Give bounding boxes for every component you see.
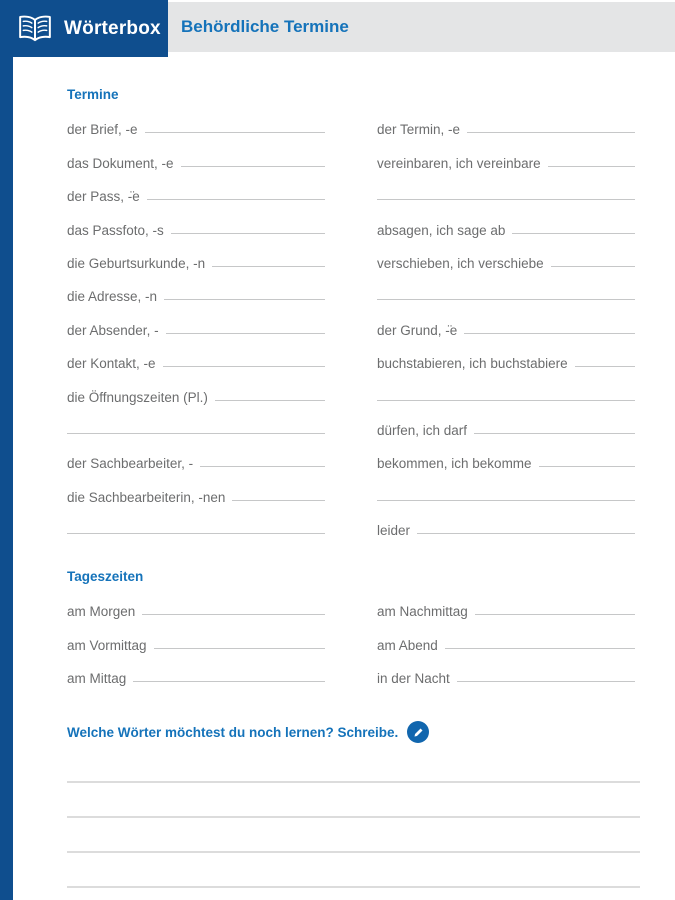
vocab-label: in der Nacht: [377, 671, 450, 687]
vocab-entry: [377, 372, 635, 405]
vocab-entry: [377, 587, 635, 620]
vocab-label: der Sachbearbeiter, -: [67, 456, 194, 472]
fill-in-line[interactable]: [512, 233, 635, 234]
fill-in-line[interactable]: [467, 132, 635, 133]
vocab-entry: [67, 439, 325, 472]
vocab-entry: [67, 620, 325, 653]
brand-name: Wörterbox: [64, 17, 161, 39]
vocab-entry: [67, 105, 325, 138]
fill-in-line[interactable]: [548, 166, 635, 167]
vocab-label: am Abend: [377, 637, 438, 653]
fill-in-line[interactable]: [377, 199, 635, 200]
vocab-entry: [377, 172, 635, 205]
vocab-label: der Pass, -̈e: [67, 189, 140, 205]
tageszeiten-right-column: [377, 587, 635, 687]
vocab-entry: [377, 138, 635, 171]
fill-in-line[interactable]: [164, 299, 325, 300]
fill-in-line[interactable]: [181, 166, 325, 167]
vocab-label: absagen, ich sage ab: [377, 222, 506, 238]
vocab-entry: [377, 406, 635, 439]
fill-in-line[interactable]: [457, 681, 635, 682]
writing-line[interactable]: [67, 818, 640, 853]
fill-in-line[interactable]: [551, 266, 635, 267]
page-title-bar: [168, 2, 675, 52]
vocab-label: die Adresse, -n: [67, 289, 158, 305]
vocab-label: am Mittag: [67, 671, 127, 687]
writing-line[interactable]: [67, 853, 640, 888]
writing-line[interactable]: [67, 783, 640, 818]
vocab-entry: [377, 506, 635, 539]
fill-in-line[interactable]: [215, 400, 325, 401]
free-writing-area: [67, 748, 640, 888]
fill-in-line[interactable]: [147, 199, 325, 200]
vocab-entry: [377, 620, 635, 653]
vocab-label: dürfen, ich darf: [377, 422, 468, 438]
vocab-label: die Öffnungszeiten (Pl.): [67, 389, 208, 405]
fill-in-line[interactable]: [67, 533, 325, 534]
vocab-label: das Passfoto, -s: [67, 222, 164, 238]
vocab-label: der Kontakt, -e: [67, 356, 156, 372]
termine-section: [67, 105, 635, 539]
vocab-label: das Dokument, -e: [67, 155, 174, 171]
fill-in-line[interactable]: [133, 681, 325, 682]
fill-in-line[interactable]: [475, 614, 635, 615]
fill-in-line[interactable]: [417, 533, 635, 534]
section-heading-termine: Termine: [67, 87, 119, 102]
fill-in-line[interactable]: [377, 500, 635, 501]
fill-in-line[interactable]: [212, 266, 325, 267]
tageszeiten-section: [67, 587, 635, 687]
vocab-label: vereinbaren, ich vereinbare: [377, 155, 541, 171]
vocab-label: der Absender, -: [67, 322, 159, 338]
vocab-entry: [377, 205, 635, 238]
vocab-label: bekommen, ich bekomme: [377, 456, 532, 472]
tageszeiten-left-column: [67, 587, 325, 687]
fill-in-line[interactable]: [575, 366, 635, 367]
vocab-entry: [67, 506, 325, 539]
vocab-entry: [67, 172, 325, 205]
vocab-entry: [377, 105, 635, 138]
vocab-label: am Morgen: [67, 604, 136, 620]
worksheet-content: [67, 88, 635, 888]
fill-in-line[interactable]: [464, 333, 635, 334]
vocab-label: die Sachbearbeiterin, -nen: [67, 489, 226, 505]
vocab-label: leider: [377, 523, 411, 539]
fill-in-line[interactable]: [67, 433, 325, 434]
fill-in-line[interactable]: [145, 132, 325, 133]
termine-right-column: [377, 105, 635, 539]
brand-header: [0, 0, 168, 57]
vocab-entry: [67, 272, 325, 305]
pencil-icon: [407, 721, 429, 743]
vocab-label: verschieben, ich verschiebe: [377, 255, 544, 271]
vocab-entry: [377, 472, 635, 505]
writing-prompt-text: Welche Wörter möchtest du noch lernen? Schreibe.: [67, 724, 399, 740]
termine-left-column: [67, 105, 325, 539]
fill-in-line[interactable]: [539, 466, 635, 467]
writing-line[interactable]: [67, 748, 640, 783]
vocab-entry: [377, 239, 635, 272]
fill-in-line[interactable]: [154, 648, 325, 649]
fill-in-line[interactable]: [142, 614, 325, 615]
vocab-entry: [67, 205, 325, 238]
fill-in-line[interactable]: [166, 333, 325, 334]
vocab-entry: [67, 138, 325, 171]
vocab-entry: [67, 305, 325, 338]
vocab-entry: [67, 472, 325, 505]
vocab-label: buchstabieren, ich buchstabiere: [377, 356, 568, 372]
fill-in-line[interactable]: [445, 648, 635, 649]
vocab-entry: [377, 272, 635, 305]
section-heading-tageszeiten: Tageszeiten: [67, 569, 144, 585]
vocab-entry: [67, 654, 325, 687]
fill-in-line[interactable]: [377, 400, 635, 401]
page-title: Behördliche Termine: [181, 17, 349, 36]
vocab-entry: [67, 339, 325, 372]
fill-in-line[interactable]: [171, 233, 325, 234]
vocab-label: der Grund, -̈e: [377, 322, 458, 338]
vocab-entry: [377, 654, 635, 687]
vocab-label: am Vormittag: [67, 637, 147, 653]
vocab-entry: [377, 305, 635, 338]
vocab-entry: [377, 439, 635, 472]
fill-in-line[interactable]: [163, 366, 325, 367]
open-book-icon: [17, 14, 53, 44]
fill-in-line[interactable]: [232, 500, 325, 501]
vocab-entry: [377, 339, 635, 372]
vocab-label: der Brief, -e: [67, 122, 138, 138]
vocab-entry: [67, 587, 325, 620]
left-accent-strip: [0, 0, 13, 900]
vocab-label: die Geburtsurkunde, -n: [67, 255, 206, 271]
vocab-entry: [67, 372, 325, 405]
vocab-label: am Nachmittag: [377, 604, 468, 620]
vocab-label: der Termin, -e: [377, 122, 461, 138]
vocab-entry: [67, 239, 325, 272]
fill-in-line[interactable]: [377, 299, 635, 300]
vocab-entry: [67, 406, 325, 439]
fill-in-line[interactable]: [200, 466, 325, 467]
writing-prompt: [67, 721, 635, 743]
fill-in-line[interactable]: [474, 433, 635, 434]
